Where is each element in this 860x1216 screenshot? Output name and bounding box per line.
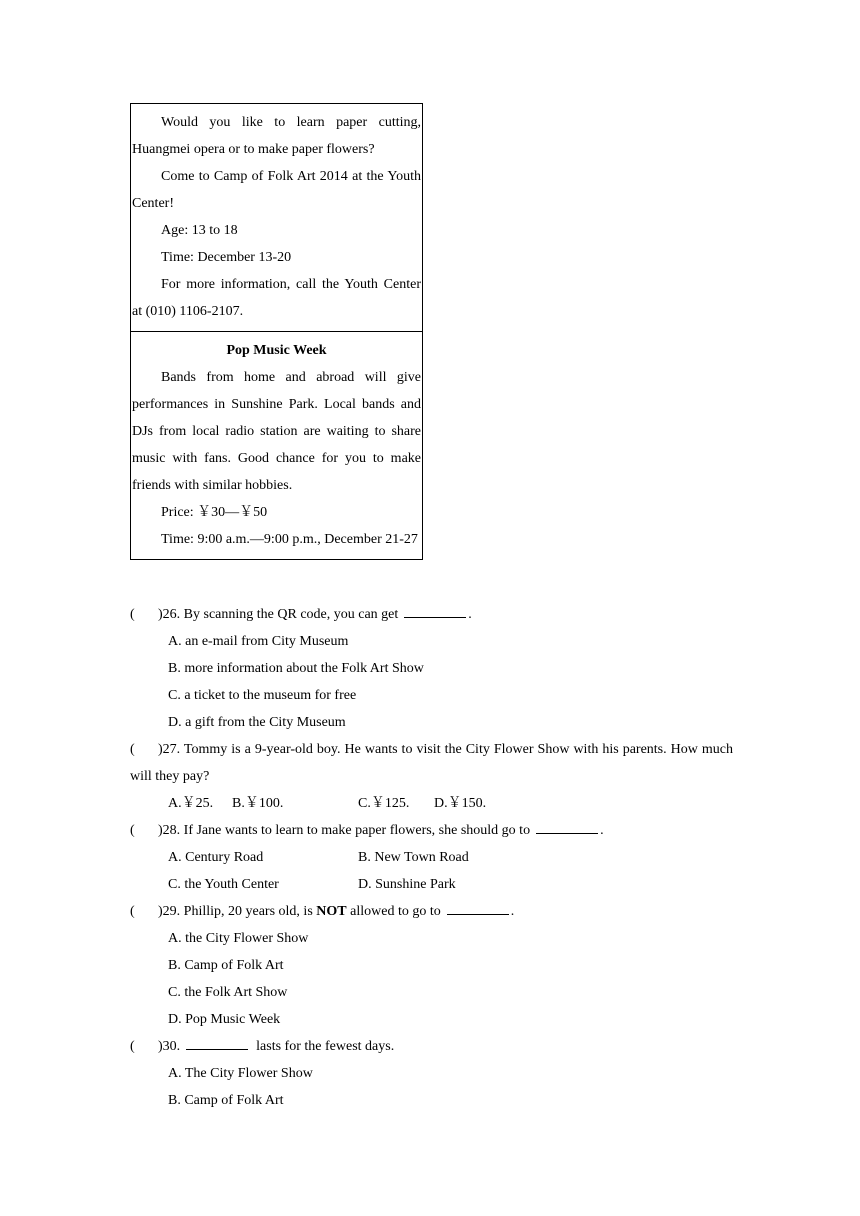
- option-b[interactable]: B. Camp of Folk Art: [168, 958, 284, 973]
- ad-time: Time: 9:00 a.m.—9:00 p.m., December 21-27: [161, 532, 418, 547]
- option-b[interactable]: B. New Town Road: [358, 850, 469, 865]
- option-a[interactable]: A. The City Flower Show: [168, 1066, 313, 1081]
- ad-paragraph: Come to Camp of Folk Art 2014 at the Youth Center!: [132, 169, 421, 211]
- question-stem: )26. By scanning the QR code, you can get: [158, 607, 399, 622]
- option-b[interactable]: B. more information about the Folk Art Show: [168, 661, 424, 676]
- answer-paren[interactable]: (: [130, 607, 135, 622]
- answer-paren[interactable]: (: [130, 904, 135, 919]
- option-row: [168, 871, 733, 898]
- advertisement-box: [130, 103, 423, 560]
- option-a[interactable]: A. the City Flower Show: [168, 931, 309, 946]
- question-30: [130, 1033, 733, 1114]
- option-c[interactable]: C. the Folk Art Show: [168, 985, 288, 1000]
- option-row: [168, 844, 733, 871]
- option-a[interactable]: A. Century Road: [168, 850, 264, 865]
- ad-title: Pop Music Week: [226, 343, 327, 358]
- question-29: [130, 898, 733, 1033]
- answer-blank: [447, 900, 509, 915]
- question-stem: lasts for the fewest days.: [256, 1039, 395, 1054]
- ad-age: Age: 13 to 18: [161, 223, 238, 238]
- answer-blank: [536, 819, 598, 834]
- question-list: [130, 601, 733, 1114]
- option-d[interactable]: D. Pop Music Week: [168, 1012, 281, 1027]
- option-c[interactable]: C. the Youth Center: [168, 877, 279, 892]
- question-stem: )27. Tommy is a 9-year-old boy. He wants to visit the City Flower Show with his parents. How much will they pay?: [130, 742, 733, 784]
- question-27: [130, 736, 733, 817]
- answer-paren[interactable]: (: [130, 1039, 135, 1054]
- question-26: [130, 601, 733, 736]
- ad-paragraph: Would you like to learn paper cutting, Huangmei opera or to make paper flowers?: [132, 115, 421, 157]
- folk-art-camp-ad: [131, 104, 422, 331]
- answer-paren[interactable]: (: [130, 823, 135, 838]
- question-stem: )28. If Jane wants to learn to make paper flowers, she should go to: [158, 823, 531, 838]
- option-b[interactable]: B. Camp of Folk Art: [168, 1093, 284, 1108]
- option-d[interactable]: D. Sunshine Park: [358, 877, 456, 892]
- option-c[interactable]: C. a ticket to the museum for free: [168, 688, 357, 703]
- option-a[interactable]: A. an e-mail from City Museum: [168, 634, 349, 649]
- option-d[interactable]: D. a gift from the City Museum: [168, 715, 346, 730]
- option-row: [168, 790, 733, 817]
- option-d[interactable]: D.￥150.: [434, 796, 487, 811]
- stem-end: .: [510, 904, 515, 919]
- answer-blank: [404, 603, 466, 618]
- option-c[interactable]: C.￥125.: [358, 796, 410, 811]
- question-28: [130, 817, 733, 898]
- answer-blank: [186, 1035, 248, 1050]
- ad-paragraph: Bands from home and abroad will give performances in Sunshine Park. Local bands and DJs from local radio station are waiting to share music with fans. Good chance for you to make friends with similar hobbies.: [132, 370, 421, 493]
- option-b[interactable]: B.￥100.: [232, 796, 284, 811]
- question-emphasis: NOT: [316, 904, 347, 919]
- pop-music-week-ad: [131, 331, 422, 559]
- question-stem: )29. Phillip, 20 years old, is: [158, 904, 313, 919]
- question-stem: )30.: [158, 1039, 181, 1054]
- ad-paragraph: For more information, call the Youth Center at (010) 1106-2107.: [132, 277, 421, 319]
- ad-time: Time: December 13-20: [161, 250, 292, 265]
- question-stem: allowed to go to: [350, 904, 441, 919]
- option-a[interactable]: A.￥25.: [168, 796, 214, 811]
- stem-end: .: [600, 823, 604, 838]
- stem-end: .: [468, 607, 472, 622]
- ad-price: Price: ￥30—￥50: [161, 505, 268, 520]
- answer-paren[interactable]: (: [130, 742, 135, 757]
